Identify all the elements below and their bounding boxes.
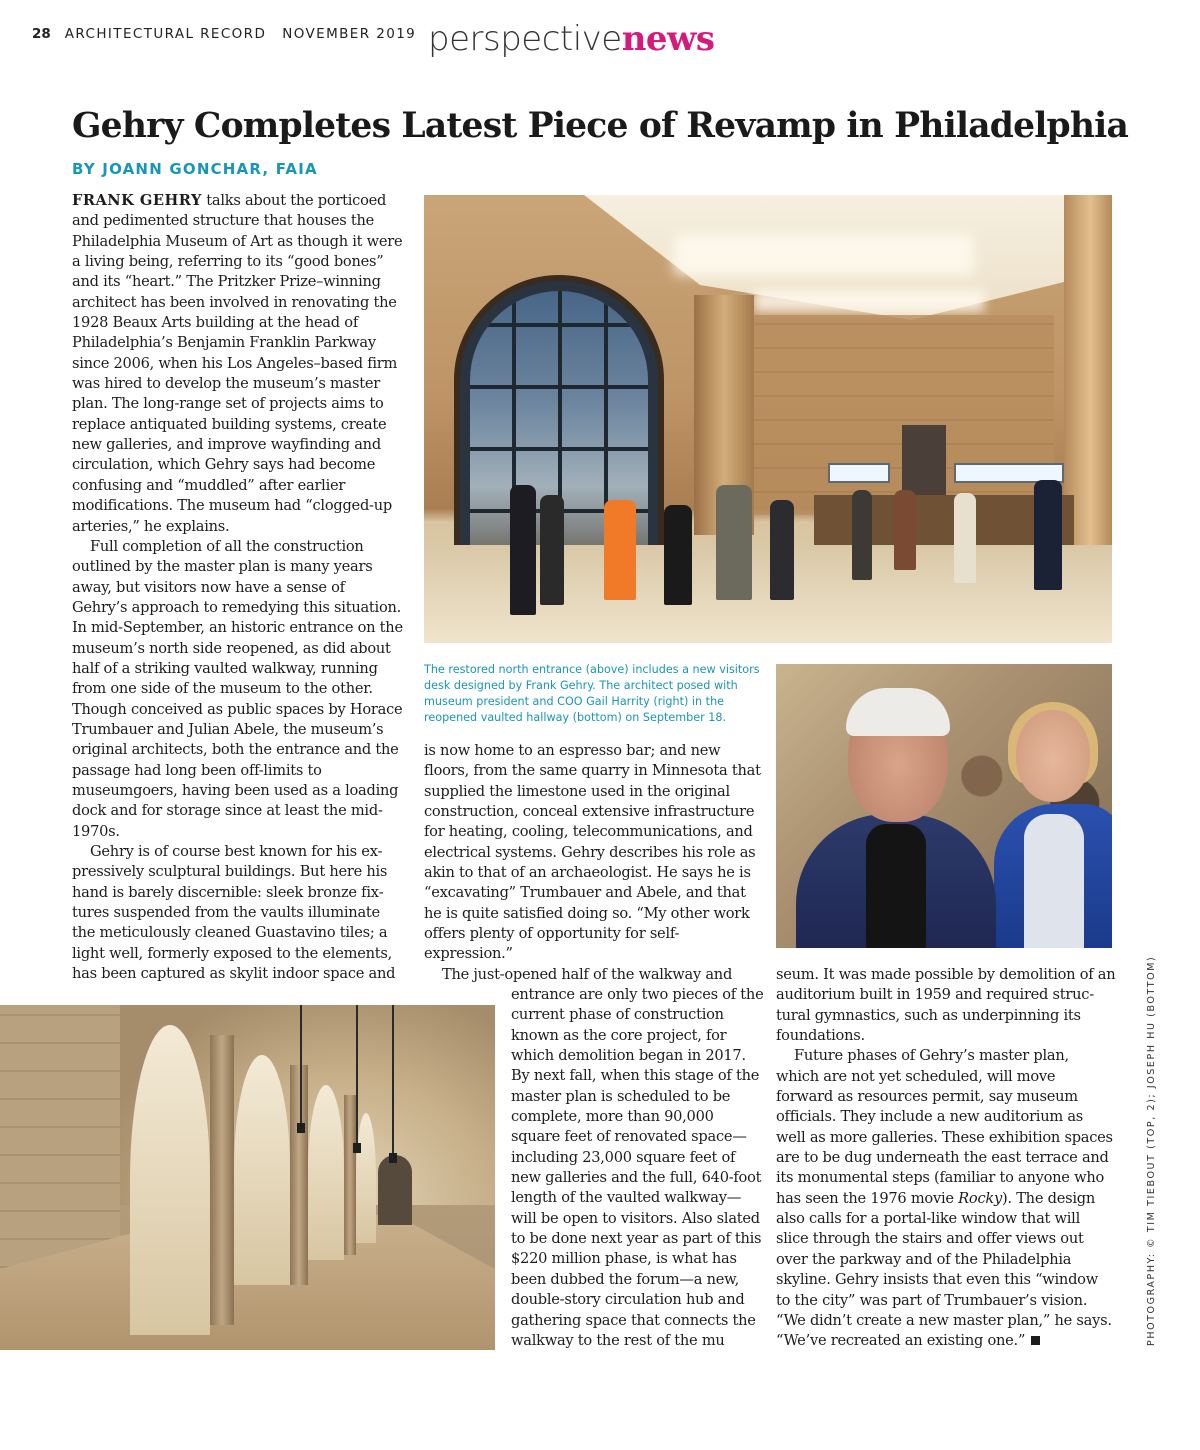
end-mark-icon [1031,1336,1040,1345]
paragraph [72,191,404,537]
paragraph: Gehry is of course best known for his expressively sculptural buildings. But here his hand is barely discernible: sleek bronze fixtures suspended from the vaults illuminate the meticulously cleaned Guastavino tiles; a light well, formerly exposed to the elements, has been captured as skylit indoor space and [72,843,396,983]
body-column-3 [776,965,1116,1352]
article-headline: Gehry Completes Latest Piece of Revamp in Philadelphia [72,106,1128,146]
lead-in: FRANK GEHRY [72,192,202,209]
paragraph-text: ). The design also calls for a portal-like window that will slice through the stairs and offer views out over the parkway and of the Philadelphia skyline. Gehry insists that even this “window to the city” was part of Trumbauer’s vision. “We didn’t create a new master plan,” he says. “We’ve recreated an existing one.” [776,1189,1112,1350]
body-column-1 [72,191,404,984]
photo-caption: The restored north entrance (above) includes a new visitors desk designed by Frank Gehry. The architect posed with museum president and COO Gail Harrity (right) in the reopened vaulted hallway (bottom) on September 18. [424,663,760,724]
page-number: 28 [32,26,51,42]
photo-north-entrance [424,195,1112,643]
photo-vaulted-hallway [0,1005,495,1350]
movie-title: Rocky [958,1189,1002,1207]
byline: BY JOANN GONCHAR, FAIA [72,160,318,178]
photo-credit: PHOTOGRAPHY: © TIM TIEBOUT (TOP, 2); JOSEPH HU (BOTTOM) [1146,955,1157,1346]
section-logo-bold: news [621,19,715,59]
section-logo [428,19,715,59]
paragraph-text: talks about the porticoed and pedimented structure that houses the Philadelphia Museum of Art as though it were a living being, referring to its “good bones” and its “heart.” The Pritzker Prize–winning architect has been involved in renovating the 1928 Beaux Arts building at the head of Philadelphia’s Benjamin Franklin Parkway since 2006, when his Los Angeles–based firm was hired to develop the museum’s master plan. The long-range set of projects aims to replace antiquated building systems, create new galleries, and improve wayfinding and circulation, which Gehry says had become confusing and “muddled” after earlier modifications. The museum had “clogged-up arteries,” he explains. [72,192,403,535]
paragraph-text: Future phases of Gehry’s master plan, which are not yet scheduled, will move forward as resources permit, say museum officials. They include a new auditorium as well as more galleries. These exhibition spaces are to be dug underneath the east terrace and its monumental steps (familiar to anyone who has seen the 1976 movie [776,1047,1113,1207]
paragraph: The just-opened half of the walkway and [442,965,733,983]
body-column-2 [424,741,764,985]
section-logo-light: perspective [428,19,622,59]
paragraph: entrance are only two pieces of the current phase of construction known as the core project, for which demolition began in 2017. By next fall, when this stage of the master plan is scheduled to be complete, more than 90,000 square feet of renovated space—including 23,000 square feet of new galleries and the full, 640-foot length of the vaulted walkway—will be open to visitors. Also slated to be done next year as part of this $220 million phase, is what has been dubbed the forum—a new, double-story circulation hub and gathering space that connects the walkway to the rest of the mu [511,986,764,1349]
body-column-2-continued [511,985,764,1351]
photo-gehry-harrity [776,664,1112,948]
paragraph [776,1046,1116,1351]
paragraph: seum. It was made possible by demolition of an auditorium built in 1959 and required structural gymnastics, such as underpinning its foundations. [776,966,1116,1045]
paragraph: Full completion of all the construction outlined by the master plan is many years away, but visitors now have a sense of Gehry’s approach to remedying this situation. In mid-September, an historic entrance on the museum’s north side reopened, as did about half of a striking vaulted walkway, running from one side of the museum to the other. Though conceived as public spaces by Horace Trumbauer and Julian Abele, the museum’s original architects, both the entrance and the passage had long been off-limits to museumgoers, having been used as a loading dock and for storage since at least the mid-1970s. [72,537,403,840]
running-header [32,26,432,46]
publication-name: ARCHITECTURAL RECORD [64,26,267,42]
issue-date: NOVEMBER 2019 [282,26,417,42]
paragraph: is now home to an espresso bar; and new floors, from the same quarry in Minnesota that supplied the limestone used in the original construction, conceal extensive infrastructure for heating, cooling, telecommunications, and electrical systems. Gehry describes his role as akin to that of an archaeologist. He says he is “excavating” Trumbauer and Abele, and that he is quite satisfied doing so. “My other work offers plenty of opportunity for self-expression.” [424,742,761,963]
